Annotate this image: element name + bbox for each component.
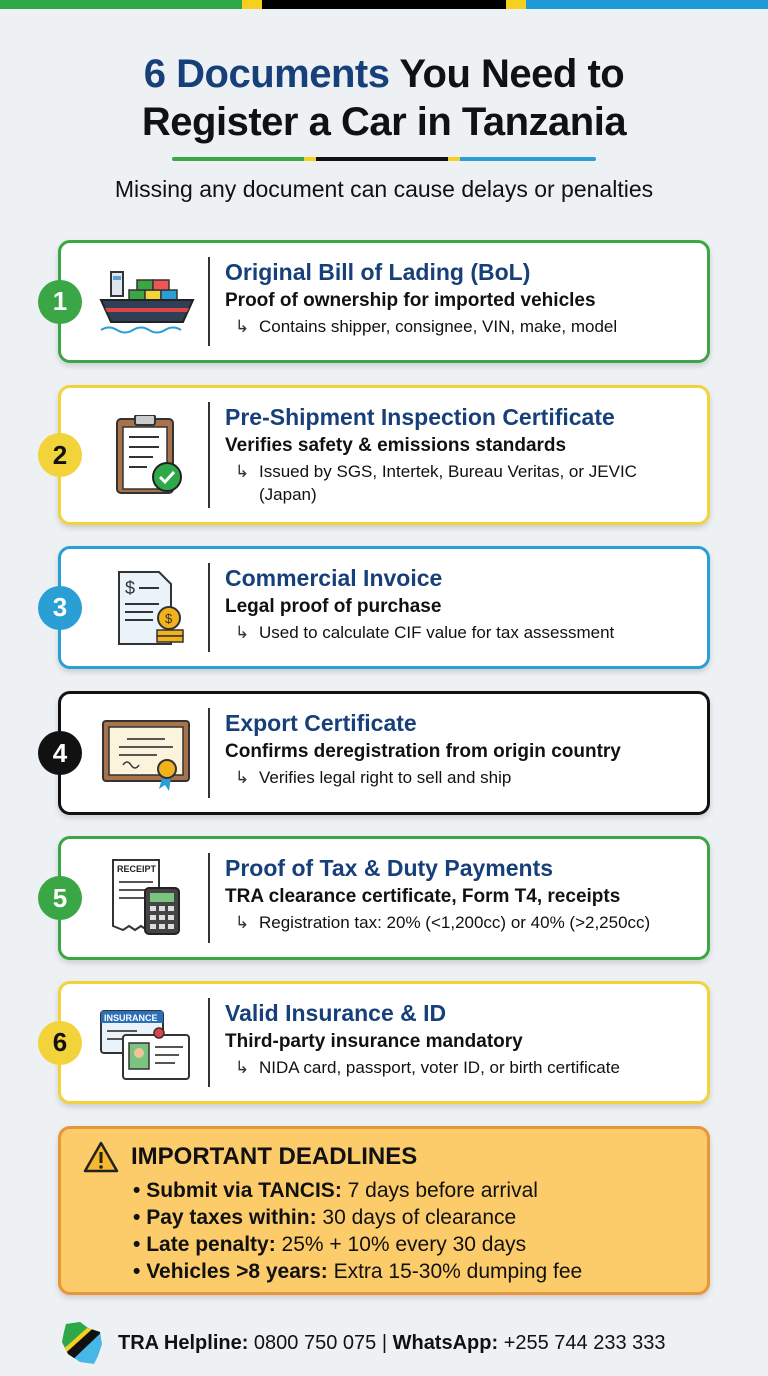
document-note: ↳ Contains shipper, consignee, VIN, make, model [235,317,618,336]
deadlines-list [133,1177,582,1285]
warning-icon [83,1141,119,1173]
sub-arrow-icon: ↳ [235,768,250,787]
document-note: ↳ Issued by SGS, Intertek, Bureau Veritas, or JEVIC (Japan) [235,462,637,504]
svg-text:RECEIPT: RECEIPT [117,864,157,874]
document-subtitle: Proof of ownership for imported vehicles [225,290,596,311]
document-card-1 [52,240,710,363]
sub-arrow-icon: ↳ [235,623,250,642]
document-note: ↳ Used to calculate CIF value for tax assessment [235,623,615,642]
sub-arrow-icon: ↳ [235,1058,250,1077]
document-title: Valid Insurance & ID [225,1000,447,1026]
tanzania-map-icon [58,1320,106,1366]
certificate-icon [97,713,197,793]
document-card-2 [52,385,710,525]
footer-contact [58,1320,718,1366]
document-title: Pre-Shipment Inspection Certificate [225,404,615,430]
document-card-5 [52,836,710,960]
svg-text:$: $ [125,577,136,598]
card-divider [208,853,210,943]
step-number-badge: 3 [38,586,82,630]
card-divider [208,998,210,1087]
document-title: Export Certificate [225,710,417,736]
step-number-badge: 1 [38,280,82,324]
page-title: 6 Documents You Need to Register a Car in Tanzania [141,52,627,144]
document-card-6 [52,981,710,1104]
document-subtitle: Third-party insurance mandatory [225,1031,523,1052]
deadline-item: • Late penalty: 25% + 10% every 30 days [133,1231,582,1258]
card-divider [208,402,210,508]
document-note: ↳ Registration tax: 20% (<1,200cc) or 40% (>2,250cc) [235,913,651,932]
card-divider [208,708,210,798]
svg-text:INSURANCE: INSURANCE [104,1012,158,1023]
document-subtitle: Confirms deregistration from origin country [225,741,621,762]
invoice-coins-icon [97,568,197,648]
deadline-item: • Submit via TANCIS: 7 days before arrival [133,1177,582,1204]
flag-color-bar [0,0,768,9]
document-title: Original Bill of Lading (BoL) [225,259,531,285]
sub-arrow-icon: ↳ [235,462,250,481]
card-divider [208,563,210,652]
step-number-badge: 2 [38,433,82,477]
document-title: Commercial Invoice [225,565,443,591]
title-divider [172,157,596,161]
cargo-ship-icon [97,262,197,342]
document-note: ↳ NIDA card, passport, voter ID, or birth certificate [235,1058,620,1077]
card-divider [208,257,210,346]
document-subtitle: Verifies safety & emissions standards [225,435,567,456]
helpline-text: TRA Helpline: 0800 750 075 | WhatsApp: +255 744 233 333 [118,1331,666,1354]
document-subtitle: TRA clearance certificate, Form T4, receipts [225,886,621,907]
document-title: Proof of Tax & Duty Payments [225,855,554,881]
insurance-id-icon [97,1003,197,1083]
document-subtitle: Legal proof of purchase [225,596,442,617]
important-deadlines-box [58,1126,710,1295]
document-note: ↳ Verifies legal right to sell and ship [235,768,512,787]
step-number-badge: 4 [38,731,82,775]
document-card-4 [52,691,710,815]
receipt-calculator-icon [97,858,197,938]
deadline-item: • Pay taxes within: 30 days of clearance [133,1204,582,1231]
sub-arrow-icon: ↳ [235,317,250,336]
clipboard-check-icon [97,415,197,495]
svg-text:$: $ [165,610,173,626]
document-card-3 [52,546,710,669]
step-number-badge: 6 [38,1021,82,1065]
page-subtitle: Missing any document can cause delays or penalties [114,176,654,202]
deadline-item: • Vehicles >8 years: Extra 15-30% dumping fee [133,1258,582,1285]
step-number-badge: 5 [38,876,82,920]
sub-arrow-icon: ↳ [235,913,250,932]
deadlines-title: IMPORTANT DEADLINES [131,1143,418,1170]
